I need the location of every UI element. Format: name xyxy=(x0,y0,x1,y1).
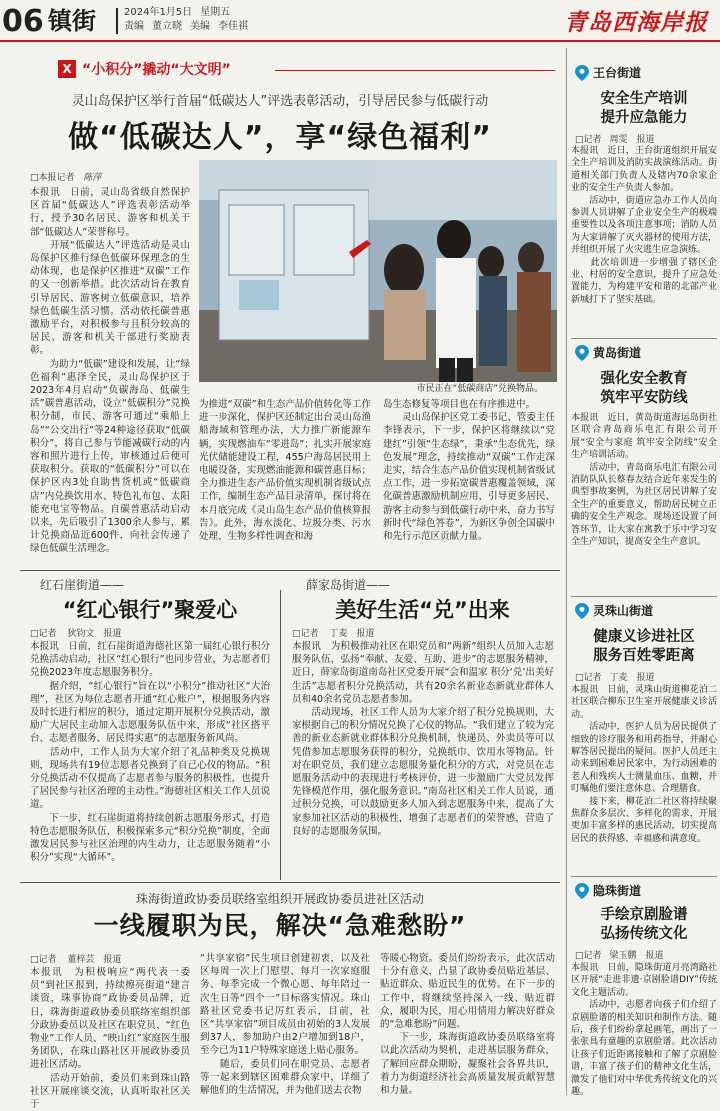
byline-label: □本报记者 xyxy=(30,173,75,183)
street-name: 黄岛街道 xyxy=(593,346,642,360)
byline-name: 陈萍 xyxy=(83,173,102,183)
location-pin-icon xyxy=(575,883,589,899)
sidebar-divider xyxy=(571,876,717,877)
sidebar-title: 手绘京剧脸谱 弘扬传统文化 xyxy=(600,907,688,942)
column-divider xyxy=(280,590,281,880)
issue-info xyxy=(124,6,256,34)
topic-mark: X xyxy=(58,60,76,78)
byline-label: □记者 xyxy=(575,135,602,145)
street-name: 隐珠街道 xyxy=(593,884,642,898)
lead-headline: 做“低碳达人”，享“绿色福利” xyxy=(68,120,492,155)
sidebar-street-huangdao xyxy=(575,344,641,362)
byline-label: □记者 xyxy=(30,629,57,639)
left-story-title: “红心银行”聚爱心 xyxy=(62,598,238,622)
bottom-column-3: 等暖心物资。委员们纷纷表示，此次活动十分有意义，凸显了政协委员贴近基层、贴近群众、贴近民生的优势。在下一步的工作中，将继续坚持深入一线、贴近群众，履职为民，用心用情用力解决好群众的“急难愁盼”问题。 下一步，珠海街道政协委员联络室将以此次活动为契机，走进基层服务群众，了解回应群众期盼，凝聚社会各界共识，着力为街道经济社会高质量发展贡献智慧和力量。 xyxy=(380,953,555,1097)
byline-name: 梁玉鹏 报道 xyxy=(609,951,664,961)
sidebar-street-wangtai xyxy=(575,64,641,82)
lead-photo-caption: 市民正在“低碳商店”兑换物品。 xyxy=(416,384,543,394)
bottom-subtitle: 珠海街道政协委员联络室组织开展政协委员进社区活动 xyxy=(135,892,424,906)
location-pin-icon xyxy=(575,345,589,361)
sidebar-body: 本报讯 近日，黄岛街道海运岛街社区联合青岛商乐电汇有限公司开展“安全与家庭 筑牢安全防线”安全生产培训活动。 活动中，青岛商乐电汇有限公司消防队队长蔡春友结合近年来发生的典型事故案例，为社区居民讲解了安全生产的重要意义，帮助居民树立正确的安全生产观念。现场还设置了问答环节，让大家在寓教于乐中学习安全生产知识，提高安全生产意识。 xyxy=(571,413,717,548)
designer-name: 李佳祺 xyxy=(218,21,248,32)
topic-rule xyxy=(275,70,555,71)
sidebar-body: 本报讯 近日，王台街道组织开展安全生产培训及消防实战演练活动。街道相关部门负责人及辖内70余家企业的安全生产负责人参加。 活动中，街道应急办工作人员向参训人员讲解了企业安全生产的极端重要性以及各项注意事项；消防人员为大家讲解了灭火器材的使用方法，并组织开展了火灾逃生应急演练。 此次培训进一步增强了辖区企业、村居的安全意识，提升了应急处置能力，为构建平安和谐的北部产业新城打下了坚实基础。 xyxy=(571,146,717,305)
bottom-column-2: “共享家宿”民生项目创建初衷，以及社区每周一次上门慰望、每月一次家庭服务、每季完成一个微心愿、每年陪过一次生日等“四个一”目标落实情况。珠山路社区党委书记厉红表示，目前，社区“共享家宿”项目成员由初始的3人发展到37人，参加助户由2户增加到18户，至今已为11户特殊家庭送上贴心服务。 随后，委员们同在职党员、志愿者等一起来到辖区困难群众家中，详细了解他们的生活情况，并为他们送去衣物 xyxy=(200,953,370,1097)
left-story-byline xyxy=(30,626,121,639)
section-divider xyxy=(20,882,560,883)
editor-label: 责编 xyxy=(124,21,144,32)
section-name: 镇街 xyxy=(48,8,118,34)
street-name: 王台街道 xyxy=(593,66,642,80)
issue-weekday: 星期五 xyxy=(200,7,231,18)
issue-date: 2024年1月5日 xyxy=(124,7,193,18)
right-story-title: 美好生活“兑”出来 xyxy=(335,598,510,622)
left-story-body: 本报讯 日前，红石崖街道海德社区第一届红心银行积分兑换活动启动，社区“红心银行”也同步营业，为志愿者们兑换2023年度志愿服务积分。 据介绍，“红心银行”旨在以“小积分”推动社区“大治理”，社区为每位志愿者开通“红心账户”，根据服务内容及时长进行相应的积分，通过定期开展积分兑换活动，激励广大居民主动加入志愿服务队伍中来，形成“社区搭平台、志愿者服务、居民得实惠”的志愿服务新风尚。 活动中，工作人员为大家介绍了礼品种类及兑换规则，现场共有19位志愿者兑换到了自己心仪的物品。“积分兑换活动不仅提高了志愿者参与服务的积极性，也提升了居民参与社区治理的主动性。”海德社区相关工作人员说道。 下一步，红石崖街道将持续创新志愿服务形式，打造特色志愿服务队伍，积极探索多元“积分兑换”制度，全面激发居民参与社区治理的内生动力，让志愿服务随着“小积分”实现“大循环”。 xyxy=(30,641,270,864)
topic-text: “小积分”撬动“大文明” xyxy=(82,62,231,78)
lead-subtitle: 灵山岛保护区举行首届“低碳达人”评选表彰活动，引导居民参与低碳行动 xyxy=(71,94,489,109)
byline-label: □记者 xyxy=(292,629,319,639)
sidebar-body: 本报讯 日前，灵珠山街道柳花泊二社区联合柳东卫生室开展健康义诊活动。 活动中，医护人员为居民提供了细致的诊疗服务和用药指导，并耐心解答居民提出的疑问。医护人员还主动来到困难居民家中，为行动困难的老人和残疾人士测量血压、血糖，并叮嘱他们要注意休息、合理膳食。 接下来，柳花泊二社区将持续聚焦群众多层次、多样化的需求，开展更加丰富多样的惠民活动，切实提高居民的获得感、幸福感和满意度。 xyxy=(571,685,717,844)
sidebar-street-yinzhu xyxy=(575,882,641,900)
location-pin-icon xyxy=(575,603,589,619)
byline-name: 丁麦 报道 xyxy=(609,673,655,683)
lead-column-3: 岛生态修复等项目也在有序推进中。 灵山岛保护区党工委书记、管委主任李锋表示，下一步，保护区将继续以“党建红”引领“生态绿”，秉承“生态优先，绿色发展”理念，持续推动“双碳”工作走深走实，结合生态产品价值实现机制省级试点工作，进一步拓宽碳普惠覆盖领域，深化碳普惠激励机制应用，引导更多居民、游客主动参与到低碳行动中来，奋力书写新时代“绿色答卷”，为新区争创全国碳中和先行示范区贡献力量。 xyxy=(383,399,555,543)
sidebar-title: 健康义诊进社区 服务百姓零距离 xyxy=(593,629,695,664)
sidebar-street-lingzhushan xyxy=(575,602,653,620)
sidebar-body: 本报讯 日前，隐珠街道月亮湾路社区开展“走进非遗·京剧脸谱DIY”传统文化主题活动。 活动中，志愿者向孩子们介绍了京剧脸谱的相关知识和制作方法。随后，孩子们纷纷拿起画笔，画出了一张张具有童趣的京剧脸谱。此次活动让孩子们近距离接触和了解了京剧脸谱，丰富了孩子们的精神文化生活，激发了他们对中华优秀传统文化的兴趣。 xyxy=(571,963,717,1098)
page-number: 06 xyxy=(2,4,44,39)
location-pin-icon xyxy=(575,65,589,81)
topic-banner xyxy=(58,60,274,80)
right-story-byline xyxy=(292,626,374,639)
bottom-headline: 一线履职为民，解决“急难愁盼” xyxy=(93,911,467,940)
lead-byline xyxy=(30,170,101,183)
designer-label: 美编 xyxy=(190,21,210,32)
low-carbon-shop-photo xyxy=(199,160,557,382)
byline-name: 董梓芸 报道 xyxy=(67,955,122,965)
lead-column-2: 为推进“双碳”和生态产品价值转化等工作进一步深化，保护区还制定出台灵山岛渔船海域和管理办法，大力推广新能源车辆，实现燃油车“零进岛”；扎实开展家庭光伏储能建设工程，455户海岛居民用上电暖设备，实现燃油能源和碳普惠目标；全力推进生态产品价值实现机制省级试点工作，编制生态产品目录清单，探讨将在本月底完成《灵山岛生态产品价值核算报告》。此外，海水淡化、垃圾分类、污水处理、生物多样性调查和海 xyxy=(199,399,371,543)
sidebar-title: 安全生产培训 提升应急能力 xyxy=(600,91,688,126)
sidebar-divider xyxy=(571,338,717,339)
right-story-body: 本报讯 为积极推动社区在职党员和“两新”组织人员加入志愿服务队伍，弘扬“奉献、友爱、互助、进步”的志愿服务精神，近日，薛家岛街道南岛社区党委开展“会和温家 积分‘兑’出美好生活”志愿者积分兑换活动，共有20余名新业态新就业群体人员和40余名党员志愿者参加。 活动现场，社区工作人员为大家介绍了积分兑换规则，大家根据自己的积分情况兑换了心仪的物品。“我们建立了较为完善的新业态新就业群体积分兑换机制，快递员、外卖员等可以凭借参加志愿服务获得的积分，兑换纸巾、饮用水等物品。针对在职党员，我们建立志愿服务量化积分的方式，对党员在志愿服务活动中的表现进行考核评价，进一步激励广大党员发挥先锋模范作用，强化服务意识。”南岛社区相关工作人员说，通过积分兑换，可以鼓励更多人加入到志愿服务中来，提高了大家参加社区活动的积极性，增强了志愿者们的荣誉感，营造了良好的志愿服务氛围。 xyxy=(292,641,554,837)
street-name: 灵珠山街道 xyxy=(593,604,654,618)
sidebar-byline xyxy=(575,132,655,145)
byline-name: 狄钧文 报道 xyxy=(67,629,122,639)
byline-name: 丁麦 报道 xyxy=(329,629,375,639)
left-story-kicker: 红石崖街道—— xyxy=(40,578,125,592)
section-divider xyxy=(20,570,560,571)
sidebar-byline xyxy=(575,948,664,961)
right-sidebar xyxy=(566,48,720,1098)
lead-column-1: 本报讯 日前，灵山岛省级自然保护区首届“低碳达人”评选表彰活动举行，授予30名居民、游客和机关干部“低碳达人”荣誉称号。 开展“低碳达人”评选活动是灵山岛保护区推行绿色低碳环保理念的生动体现，也是保护区推进“双碳”工作的又一创新举措。此次活动旨在教育引导居民、游客树立低碳意识，培养绿色低碳生活习惯。活动依托碳普惠激励平台，对积极参与且积分较高的居民、游客和机关干部进行奖励表彰。 为助力“低碳”建设和发展，让“绿色福利”惠泽全民，灵山岛保护区于2023年4月启动“负碳海岛、低碳生活”碳普惠活动，设立“低碳积分”兑换积分制，市民、游客可通过“乘船上岛”“公交出行”等24种途径获取“低碳积分”，将自己参与节能减碳行动的内容和照片进行上传，审核通过后便可获取积分。获取的“低碳积分”可以在保护区内3处自助售货机或“低碳商店”内兑换饮用水、特色礼布包、太阳能充电宝等物品。自碳普惠活动启动以来，先后吸引了1300余人参与，累计兑换商品近600件，向社会传递了绿色低碳生活理念。 xyxy=(30,187,190,555)
editor-name: 董立晓 xyxy=(152,21,182,32)
sidebar-title: 强化安全教育 筑牢平安防线 xyxy=(600,371,688,406)
bottom-byline xyxy=(30,952,121,965)
bottom-column-1: 本报讯 为积极响应“两代表一委员”到社区报到，持续擦亮街道“建言谈资，珠事协商”政协委员品牌，近日，珠海街道政协委员联络室组织部分政协委员以及社区在职党员、“红色物业”工作人员、“映山红”家庭医生服务团队，在珠山路社区开展政协委员进社区活动。 活动开始前，委员们来到珠山路社区开展座谈交流，认真听取社区关于 xyxy=(30,967,190,1111)
lead-photo xyxy=(199,160,557,382)
sidebar-divider xyxy=(571,596,717,597)
newspaper-brand-logo: 青岛西海岸报 xyxy=(564,9,708,36)
byline-label: □记者 xyxy=(30,955,57,965)
byline-name: 周雯 报道 xyxy=(609,135,655,145)
masthead xyxy=(0,0,720,42)
byline-label: □记者 xyxy=(575,673,602,683)
right-story-kicker: 薛家岛街道—— xyxy=(306,578,391,592)
sidebar-byline xyxy=(575,670,655,683)
byline-label: □记者 xyxy=(575,951,602,961)
